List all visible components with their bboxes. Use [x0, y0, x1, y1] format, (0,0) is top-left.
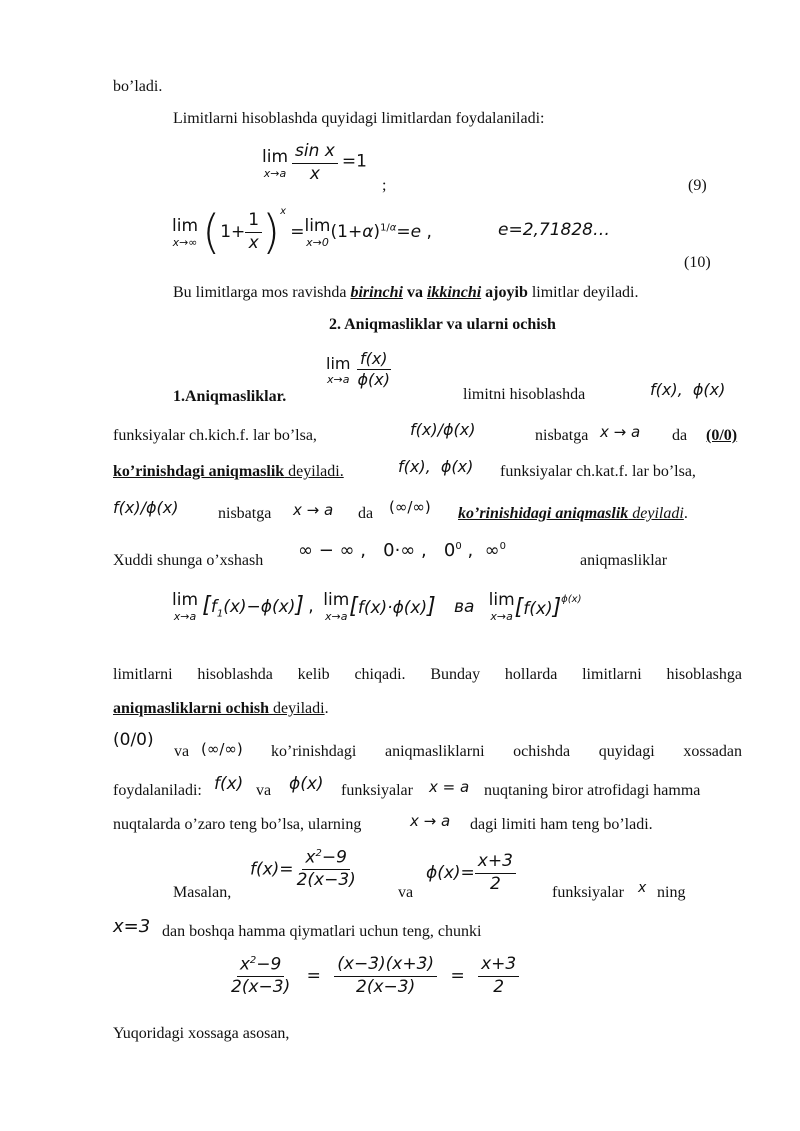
e-value: e=2,71828…	[498, 220, 611, 240]
formula-phi: ϕ(x)	[289, 774, 324, 794]
text: foydalaniladi:	[113, 782, 202, 799]
text: Bu limitlarga mos ravishda	[173, 284, 351, 301]
formula-x-to-a: x → a	[600, 423, 641, 441]
formula-inf-over-inf: (∞/∞)	[389, 498, 431, 516]
formula-f-phi: f(x), ϕ(x)	[650, 380, 726, 399]
formula-limit-ratio: lim x→a $\frac{f(x)}{\phi(x)}$	[326, 349, 390, 390]
text: limitlar deyiladi.	[527, 284, 639, 301]
formula-f: f(x)	[214, 774, 244, 794]
formula-simplification: $\frac{x^2-9}{2(x-3)}$ = $\frac{(x-3)(x+3)}{2(x-3)}$ = $\frac{x+3}{2}$	[228, 955, 519, 998]
text: limitni hisoblashda	[463, 386, 586, 403]
text-line: limitlarni hisoblashda kelib chiqadi. Bunday hollarda limitlarni hisoblashga	[113, 666, 742, 683]
text: da	[358, 505, 374, 522]
term-second: ikkinchi	[426, 284, 482, 301]
text: aniqmasliklar	[580, 552, 668, 569]
formula-x-to-a: x → a	[410, 812, 451, 830]
text: ko’rinishdagi aniqmasliklarni ochishda quyidagi xossadan	[271, 743, 742, 760]
text: dagi limiti ham teng bo’ladi.	[470, 816, 653, 833]
formula-f-phi: f(x), ϕ(x)	[398, 457, 474, 476]
text: dan boshqa hamma qiymatlari uchun teng, chunki	[162, 923, 482, 940]
formula-phi-definition: ϕ(x)= $\frac{x+3}{2}$	[426, 852, 516, 894]
equation-number-10: (10)	[684, 254, 711, 271]
text: va	[398, 884, 414, 901]
formula-9: lim x→a $\frac{\text{sin x}}{x}$ =1	[262, 141, 367, 184]
term: ko’rinishidagi aniqmaslik	[458, 505, 629, 522]
equation-number-9: (9)	[688, 177, 707, 194]
formula-x-to-a: x → a	[293, 501, 334, 519]
formula-limits: lim x→a $[f_1(x)-\phi(x)]$ , lim x→a [f(x)·ϕ(x)] ва lim x→a $[f(x)]^{\phi(x)}$	[172, 590, 582, 623]
text-line	[113, 463, 344, 481]
text: funksiyalar ch.kat.f. lar bo’lsa,	[500, 463, 696, 480]
formula-x: x	[638, 880, 647, 896]
text: deyiladi.	[284, 463, 344, 480]
term: ko’rinishdagi aniqmaslik	[113, 463, 285, 480]
text: ning	[657, 884, 686, 901]
text: Masalan,	[173, 884, 232, 901]
text: nuqtaning biror atrofidagi hamma	[484, 782, 701, 799]
formula-10: lim x→∞ (1+ $\frac{1}{x}$ )$^x$ = lim x→0 $(1+\alpha)^{1/\alpha}=e$ ,	[172, 205, 432, 259]
text-line	[458, 505, 688, 523]
formula-inf-over-inf: (∞/∞)	[201, 740, 243, 758]
text-line	[173, 284, 638, 302]
formula-ratio: f(x)/ϕ(x)	[410, 420, 476, 439]
text-line: bo’ladi.	[113, 78, 163, 95]
va-word: ва	[453, 596, 475, 617]
text: deyiladi	[269, 700, 325, 717]
text: .	[324, 700, 329, 717]
text: .	[683, 505, 688, 522]
formula-ratio: f(x)/ϕ(x)	[113, 498, 179, 517]
text: va	[174, 743, 190, 760]
text: funksiyalar ch.kich.f. lar bo’lsa,	[113, 427, 317, 444]
text-line	[113, 700, 329, 718]
text: ajoyib	[481, 284, 528, 301]
text: deyiladi	[628, 505, 684, 522]
formula-x-eq-3: x=3	[113, 916, 151, 937]
formula-indeterminates: ∞ − ∞ , 0·∞ , $0^0$ , ∞$^0$	[298, 540, 506, 561]
paragraph-heading: 1.Aniqmasliklar.	[173, 388, 287, 405]
text: nisbatga	[535, 427, 589, 444]
formula-f-definition: f(x)= $\frac{x^2-9}{2(x-3)}$	[250, 847, 356, 891]
text-line: Limitlarni hisoblashda quyidagi limitlardan foydalaniladi:	[173, 110, 545, 127]
text: va	[402, 284, 427, 301]
term: aniqmasliklarni ochish	[113, 700, 270, 717]
term-first: birinchi	[350, 284, 403, 301]
text: da	[672, 427, 688, 444]
semicolon: ;	[382, 177, 387, 194]
text: Xuddi shunga o’xshash	[113, 552, 264, 569]
formula-x-eq-a: x = a	[429, 778, 470, 796]
text: nuqtalarda o’zaro teng bo’lsa, ularning	[113, 816, 362, 833]
indeterminate-zero-over-zero: (0/0)	[706, 427, 738, 444]
formula-zero-over-zero: (0/0)	[113, 730, 154, 750]
text: va	[256, 782, 272, 799]
text-line: Yuqoridagi xossaga asosan,	[113, 1025, 290, 1042]
text: nisbatga	[218, 505, 272, 522]
text: funksiyalar	[552, 884, 624, 901]
section-title: 2. Aniqmasliklar va ularni ochish	[329, 316, 556, 333]
text: funksiyalar	[341, 782, 413, 799]
